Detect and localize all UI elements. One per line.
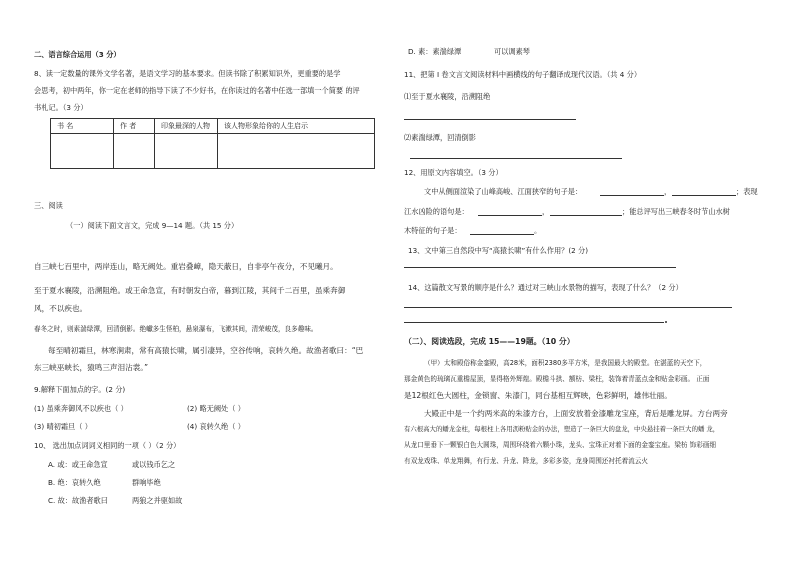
q12-line-3-text: 木特征的句子是： xyxy=(404,226,462,235)
q11-answer-line-1[interactable] xyxy=(404,119,576,120)
reading-para-2-line-3: 从龙口里垂下一颗银白色大圆珠，周围环绕着六颗小珠，龙头、宝珠正对着下面的金銮宝座。梁枋 饰彩画细 xyxy=(404,441,717,449)
table-header: 该人物形象给你的人生启示 xyxy=(218,119,375,134)
table-header: 印象最深的人物 xyxy=(155,119,218,134)
reading-para-2-line-2: 有六根高大的蟠龙金柱，每根柱上各用沥粉贴金的办法，塑造了一条巨大的盘龙，中央悬挂着一条巨大的蟠 龙， xyxy=(404,425,720,433)
q9-item-4: (4) 哀转久绝（ ） xyxy=(187,422,245,431)
passage-para-2-line-1: 至于夏水襄陵，沿溯阻绝。或王命急宣，有时朝发白帝，暮到江陵，其间千二百里，虽乘奔御 xyxy=(34,286,346,295)
table-header: 书 名 xyxy=(51,119,114,134)
q10-option-b-left: B. 绝：哀转久绝 xyxy=(48,478,101,487)
passage-para-2-line-2: 风，不以疾也。 xyxy=(34,304,88,313)
q9-item-2: (2) 略无阙处（ ） xyxy=(187,404,245,413)
q11-title: 11、把第 I 卷文言文阅读材料中画横线的句子翻译成现代汉语。（共 4 分） xyxy=(404,70,642,79)
q12-line-1-comma: ， xyxy=(664,187,672,196)
reading-para-1-line-2: 那金黄色的琉璃瓦重檐屋顶，显得格外辉煌。殿檐斗拱、额枋、梁柱，装饰着青蓝点金和贴金彩画。 正面 xyxy=(404,375,710,383)
q12-blank-5[interactable] xyxy=(470,234,534,235)
subsection-2-title: （二）、阅读选段，完成 15——19题。（10 分） xyxy=(404,337,575,346)
section-3-title: 三、阅读 xyxy=(34,201,63,210)
reading-para-1-line-1: （甲）太和殿俗称金銮殿，高28米，面积2380多平方米，是我国最大的殿堂。在湛蓝的天空下， xyxy=(424,359,707,367)
q11-sentence-2: ⑵素湍绿潭，回清倒影 xyxy=(404,133,476,142)
q14-answer-line-2[interactable] xyxy=(404,322,664,323)
q12-blank-3[interactable] xyxy=(478,215,542,216)
q14-title: 14、这篇散文写景的顺序是什么？通过对三峡山水景物的描写，表现了什么？（2 分） xyxy=(408,283,683,292)
answer-line-dot xyxy=(665,321,667,323)
q10-option-c-right: 两狼之并驱如故 xyxy=(132,496,183,505)
q11-sentence-1: ⑴至于夏水襄陵，沿溯阻绝 xyxy=(404,92,491,101)
q10-option-b-right: 群响毕绝 xyxy=(132,478,161,487)
table-cell-insight[interactable] xyxy=(218,134,375,169)
subsection-1-title: （一）阅读下面文言文，完成 9—14 题。（共 15 分） xyxy=(66,221,239,230)
q12-line-1-tail: ；表现 xyxy=(736,187,758,196)
table-cell-character[interactable] xyxy=(155,134,218,169)
reading-para-1-line-3: 是12根红色大圆柱，金锁窗、朱漆门，同台基相互辉映，色彩鲜明，雄伟壮丽。 xyxy=(404,391,672,400)
q13-answer-line[interactable] xyxy=(404,267,676,268)
reading-para-2-line-1: 大殿正中是一个约两米高的朱漆方台，上面安放着金漆雕龙宝座，背后是雕龙屏。方台两旁 xyxy=(424,409,728,418)
q10-title: 10、 选出加点词词义相同的一项（ ）（2 分） xyxy=(34,441,181,450)
passage-para-3: 春冬之时，则素湍绿潭，回清倒影。绝巘多生怪柏，悬泉瀑布，飞漱其间，清荣峻茂，良多趣味。 xyxy=(34,325,318,333)
q12-line-2-tail: ；能总评写出三峡春冬时节山水树 xyxy=(622,207,730,216)
passage-para-4-line-2: 东三峡巫峡长，猿鸣三声泪沾裳。” xyxy=(34,363,149,372)
q10-option-c-left: C. 故：故渔者歌曰 xyxy=(48,496,108,505)
table-cell-book[interactable] xyxy=(51,134,114,169)
q9-item-3: (3) 晴初霜旦（ ） xyxy=(34,422,92,431)
q12-blank-4[interactable] xyxy=(550,215,622,216)
q12-line-1-text: 文中从侧面渲染了山峰高峻、江面狭窄的句子是： xyxy=(424,187,583,196)
passage-para-1: 自三峡七百里中，两岸连山，略无阙处。重岩叠嶂，隐天蔽日，自非亭午夜分，不见曦月。 xyxy=(34,262,338,271)
book-notes-table xyxy=(50,118,375,169)
q8-line-2: 会思考，初中两年，你一定在老师的指导下读了不少好书，在你读过的名著中任选一部填一个简要 的评 xyxy=(34,86,360,95)
reading-para-2-line-4: 有双龙戏珠、单龙翔舞，有行龙、升龙、降龙，多彩多姿，龙身周围还衬托着流云火 xyxy=(404,457,648,465)
table-header: 作 者 xyxy=(114,119,155,134)
q10-option-d-right: 可以调素琴 xyxy=(494,47,530,56)
q11-answer-line-2[interactable] xyxy=(410,158,622,159)
q13-title: 13、文中第三自然段中写“高猿长啸”有什么作用？(2 分) xyxy=(408,246,588,255)
q12-line-2-comma: ， xyxy=(542,207,550,216)
q10-option-a-left: A. 或：或王命急宣 xyxy=(48,460,108,469)
q9-item-1: (1) 虽乘奔御风不以疾也（ ） xyxy=(34,404,128,413)
q12-line-2-text: 江水凶险的语句是： xyxy=(404,207,469,216)
q9-title: 9.解释下面加点的字。(2 分) xyxy=(34,385,126,394)
q8-line-1: 8、读一定数量的课外文学名著，是语文学习的基本要求。但读书除了积累知识外，更重要的是学 xyxy=(34,69,341,78)
q12-line-3-end: 。 xyxy=(534,226,542,235)
q14-answer-line-1[interactable] xyxy=(404,307,732,308)
q12-blank-2[interactable] xyxy=(672,195,736,196)
section-2-title: 二、语言综合运用（3 分） xyxy=(34,50,121,59)
q10-option-a-right: 或以钱币乞之 xyxy=(132,460,176,469)
q12-title: 12、用原文内容填空。（3 分） xyxy=(404,168,503,177)
table-cell-author[interactable] xyxy=(114,134,155,169)
passage-para-4-line-1: 每至晴初霜旦，林寒涧肃，常有高猿长啸，属引凄异，空谷传响，哀转久绝。故渔者歌曰：“巴 xyxy=(48,346,364,355)
q12-blank-1[interactable] xyxy=(600,195,664,196)
q10-option-d-left: D. 素：素湍绿潭 xyxy=(408,47,462,56)
q8-line-3: 书札记。（3 分） xyxy=(34,103,88,112)
